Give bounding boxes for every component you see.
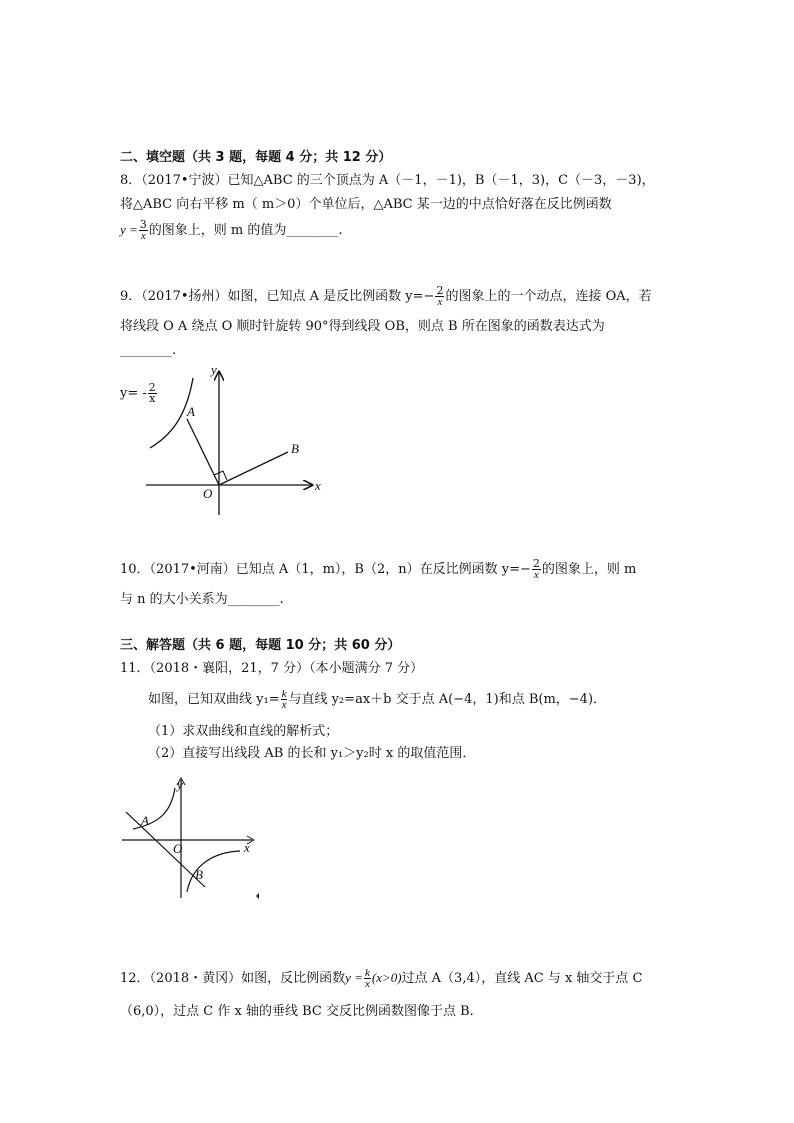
q9-fig-func-prefix: y= -: [120, 386, 147, 401]
q9-frac-den: x: [437, 296, 443, 308]
q9-line-1-a: 9．（2017•扬州）如图，已知点 A 是反比例函数 y=−: [120, 289, 435, 304]
q11-line-2-a: 如图，已知双曲线 y₁=: [148, 692, 280, 707]
q12-fraction: [364, 968, 371, 989]
q12-frac-num: k: [364, 967, 370, 979]
q11-label-b: B: [195, 867, 203, 882]
q11-line-2-b: 与直线 y₂=ax＋b 交于点 A(−4，1)和点 B(m，−4)．: [288, 692, 607, 707]
q11-label-y: y: [177, 777, 183, 792]
section-2-heading: 二、填空题（共 3 题，每题 4 分；共 12 分）: [120, 150, 392, 165]
q9-label-b: B: [291, 441, 299, 456]
q9-label-x: x: [315, 478, 321, 493]
q11-label-x: x: [244, 840, 250, 855]
q12-line-1-a: 12．（2018・黄冈）如图，反比例函数: [120, 971, 346, 986]
q9-line-1-b: 的图象上的一个动点，连接 OA，若: [445, 289, 652, 304]
q12-line-2: （6,0），过点 C 作 x 轴的垂线 BC 交反比例函数图像于点 B．: [120, 1004, 483, 1019]
q8-line-1: 8．（2017•宁波）已知△ABC 的三个顶点为 A（－1，－1)，B（－1，3)，C（－3，－3)，: [120, 173, 655, 188]
q8-line-2: 将△ABC 向右平移 m（ m＞0）个单位后，△ABC 某一边的中点恰好落在反比例函数: [120, 197, 612, 212]
q11-part-1: （1）求双曲线和直线的解析式；: [148, 724, 339, 739]
q11-frac-num: k: [281, 688, 287, 700]
q8-frac-num: 3: [139, 218, 147, 231]
q9-label-o: O: [203, 486, 213, 501]
q8-frac-den: x: [140, 230, 146, 242]
q11-small-mark: [256, 893, 259, 899]
q8-line-3-text: 的图象上，则 m 的值为________.: [148, 223, 343, 238]
q10-frac-den: x: [533, 569, 539, 581]
q12-condition: (x>0): [371, 970, 402, 985]
q11-frac-den: x: [281, 699, 287, 711]
q12-y-equals: y =: [345, 970, 363, 985]
q12-line-1-b: 过点 A（3,4），直线 AC 与 x 轴交于点 C: [401, 971, 643, 986]
q11-part-2: （2）直接写出线段 AB 的长和 y₁＞y₂时 x 的取值范围．: [148, 746, 476, 761]
q11-label-o: O: [173, 841, 183, 856]
q9-line-3: ________.: [120, 343, 177, 358]
q11-line-1: 11．（2018・襄阳，21，7 分）（本小题满分 7 分）: [120, 661, 424, 676]
q11-hyperbola-branch-upper: [133, 788, 175, 829]
q10-line-2: 与 n 的大小关系为________.: [120, 592, 284, 607]
q12-frac-den: x: [364, 978, 370, 990]
q10-line-1-a: 10．（2017•河南）已知点 A（1，m），B（2，n）在反比例函数 y=−: [120, 562, 531, 577]
q10-frac-num: 2: [532, 557, 540, 570]
q8-y-equals: y =: [120, 222, 138, 237]
q9-label-y: y: [211, 362, 217, 377]
q9-fig-frac-den: x: [149, 392, 156, 405]
section-3-heading: 三、解答题（共 6 题，每题 10 分；共 60 分）: [120, 638, 401, 653]
q9-frac-num: 2: [436, 284, 444, 297]
q12-line-1: [120, 968, 643, 989]
q9-line-2: 将线段 O A 绕点 O 顺时针旋转 90°得到线段 OB，则点 B 所在图象的函数表达式为: [120, 319, 605, 334]
q9-label-a: A: [187, 404, 195, 419]
q10-line-1-b: 的图象上，则 m: [541, 562, 637, 577]
q11-label-a: A: [141, 813, 149, 828]
q9-fig-frac-num: 2: [148, 381, 156, 394]
q11-line: [126, 812, 205, 887]
